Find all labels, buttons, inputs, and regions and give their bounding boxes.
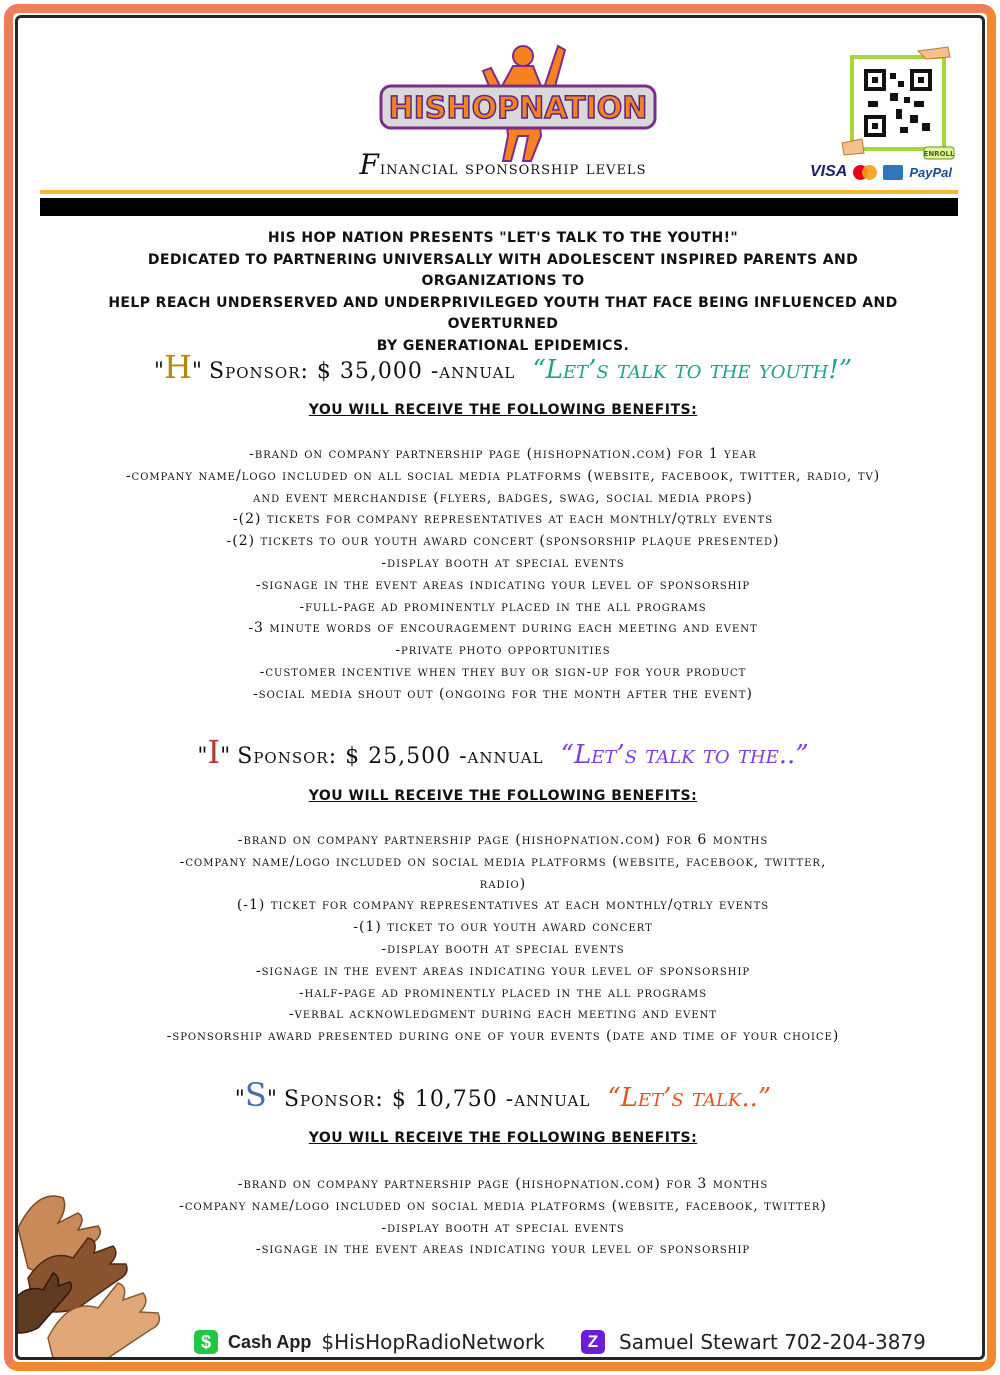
page-subtitle: Financial sponsorship levels — [359, 148, 647, 181]
cashtag[interactable]: $HisHopRadioNetwork — [321, 1330, 545, 1354]
list-item: -display booth at special events — [381, 1219, 625, 1236]
level-h-benefits — [38, 444, 968, 706]
qr-label: ENROLL — [923, 150, 955, 158]
intro-text: HIS HOP NATION PRESENTS "LET'S TALK TO THE YOUTH!" DEDICATED TO PARTNERING UNIVERSALLY WITH ADOLESCENT INSPIRED PARENTS AND ORGANIZATIONS TO HELP REACH UNDERSERVED AND UNDERPRIVILEGED YOUTH THAT FACE BEING INFLUENCED AND OVERTURNED BY GENERATIONAL EPIDEMICS. — [108, 230, 898, 354]
list-item: -company name/logo included on all social media platforms (website, facebook, twitter, radio, tv) — [125, 467, 881, 484]
hishopnation-logo — [373, 36, 663, 166]
list-item: -display booth at special events — [381, 940, 625, 957]
level-slogan: “Let’s talk..” — [607, 1083, 772, 1113]
raised-hands-illustration — [15, 1168, 198, 1360]
footer-zelle — [581, 1325, 926, 1359]
contact-info[interactable]: Samuel Stewart 702-204-3879 — [619, 1330, 926, 1354]
list-item: (-1) ticket for company representatives at each monthly/qtrly events — [236, 897, 770, 914]
list-item: and event merchandise (flyers, badges, swag, social media props) — [253, 489, 753, 506]
list-item: -brand on company partnership page (hishopnation.com) for 6 months — [237, 832, 769, 848]
level-slogan: “Let’s talk to the youth!” — [532, 355, 853, 385]
list-item: -customer incentive when they buy or sign-up for your product — [259, 663, 747, 680]
header-bar-yellow — [40, 190, 958, 194]
level-price: Sponsor: $ 35,000 -annual — [209, 359, 516, 384]
level-i-heading: "I" Sponsor: $ 25,500 -annual “Let’s talk to the..” — [197, 733, 809, 771]
level-price: Sponsor: $ 10,750 -annual — [283, 1087, 591, 1112]
benefits-heading: YOU WILL RECEIVE THE FOLLOWING BENEFITS: — [308, 1130, 698, 1146]
footer-cash-app — [194, 1325, 545, 1359]
list-item: -verbal acknowledgment during each meeting and event — [288, 1006, 718, 1023]
list-item: -signage in the event areas indicating your level of sponsorship — [255, 962, 751, 979]
list-item: -(2) tickets to our youth award concert (sponsorship plaque presented) — [226, 533, 780, 550]
cash-app-icon: $ — [194, 1330, 218, 1354]
list-item: -full-page ad prominently placed in the all programs — [299, 598, 707, 615]
list-item: -(1) ticket to our youth award concert — [353, 919, 653, 936]
list-item: -signage in the event areas indicating your level of sponsorship — [255, 576, 751, 593]
level-s-heading: "S" Sponsor: $ 10,750 -annual “Let’s talk..” — [234, 1076, 772, 1114]
list-item: -sponsorship award presented during one of your events (date and time of your choice) — [166, 1028, 840, 1045]
qr-code-icon[interactable] — [838, 43, 958, 163]
header-bar-black — [40, 198, 958, 216]
list-item: -brand on company partnership page (hishopnation.com) for 1 year — [249, 446, 757, 462]
level-letter: I — [207, 733, 221, 771]
level-i-benefits — [38, 830, 968, 1048]
visa-logo: VISA — [810, 163, 848, 180]
level-slogan: “Let’s talk to the..” — [560, 740, 809, 770]
list-item: -private photo opportunities — [395, 642, 611, 659]
cash-app-label: Cash App — [228, 1331, 312, 1352]
zelle-icon: Z — [581, 1330, 605, 1354]
benefits-heading: YOU WILL RECEIVE THE FOLLOWING BENEFITS: — [308, 402, 698, 418]
level-price: Sponsor: $ 25,500 -annual — [237, 744, 544, 769]
list-item: -(2) tickets for company representatives at each monthly/qtrly events — [232, 511, 774, 528]
paypal-logo: PayPal — [909, 164, 952, 180]
list-item: radio) — [479, 875, 527, 892]
list-item: -social media shout out (ongoing for the month after the event) — [253, 685, 753, 702]
level-h-heading: "H" Sponsor: $ 35,000 -annual “Let’s talk to the youth!” — [153, 348, 853, 386]
level-letter: H — [164, 348, 192, 386]
level-letter: S — [244, 1076, 267, 1114]
list-item: -company name/logo included on social media platforms (website, facebook, twitter, — [179, 853, 827, 870]
list-item: -signage in the event areas indicating your level of sponsorship — [255, 1241, 751, 1258]
logo-text: HISHOPNATION — [388, 91, 648, 126]
list-item: -brand on company partnership page (hishopnation.com) for 3 months — [237, 1176, 769, 1192]
list-item: -3 minute words of encouragement during each meeting and event — [248, 620, 758, 637]
list-item: -half-page ad prominently placed in the all programs — [298, 984, 708, 1001]
list-item: -company name/logo included on social media platforms (website, facebook, twitter) — [179, 1197, 827, 1214]
list-item: -display booth at special events — [381, 554, 625, 571]
benefits-heading: YOU WILL RECEIVE THE FOLLOWING BENEFITS: — [308, 788, 698, 804]
page-panel — [15, 15, 985, 1360]
